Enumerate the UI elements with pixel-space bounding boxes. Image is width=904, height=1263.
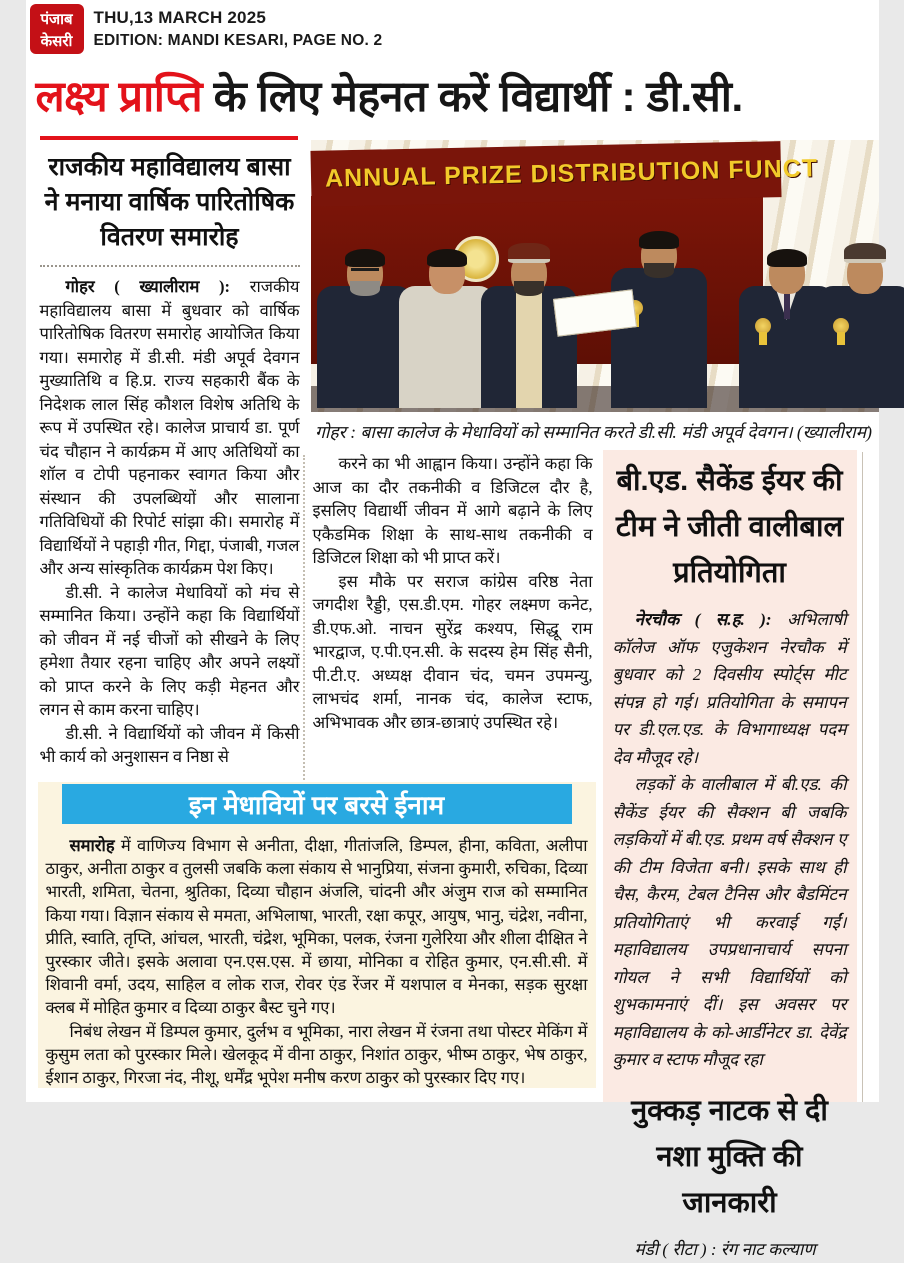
- headline-highlight: लक्ष्य प्राप्ति: [36, 73, 203, 121]
- person-head: [347, 252, 383, 294]
- volleyball-paragraph-2: लड़कों के वालीबाल में बी.एड. की सैकेंड ईयर की सैक्शन बी जबकि लड़कियों में बी.एड. प्रथम वर्ष सैक्शन ए की टीम विजेता बनी। इसके साथ ही चैस, कैरम, टेबल टैनिस और बैडमिंटन प्रतियोगिताएं भी करवाई गईं। महाविद्यालय उपप्रधानाचार्य सपना गोयल ने सभी विद्यार्थियों को शुभकामनाएं दीं। इस अवसर पर महाविद्यालय के को-आर्डीनेटर डा. देवेंद्र कुमार व स्टाफ मौजूद रहा: [613, 771, 847, 1074]
- person-hair: [639, 231, 679, 249]
- dateline: गोहर ( ख्यालीराम ):: [66, 277, 231, 296]
- prize-paragraph-text: में वाणिज्य विभाग से अनीता, दीक्षा, गीतांजलि, डिम्पल, हीना, कविता, अलीपा ठाकुर, अनीता ठाकुर व तुलसी जबकि कला संकाय से भानुप्रिया, संजना कुमारी, रुचिका, दिव्या भारती, शमिता, चेतना, श्रुतिका, दिव्या चौहान अंजलि, चांदनी और अंजुम राज को सम्मानित किया गया। विज्ञान संकाय से ममता, अभिलाषा, भारती, रक्षा कपूर, आयुष, भानु, चंद्रेश, नवीना, प्रीति, स्वाति, तृप्ति, आंचल, भारती, चंद्रेश, भूमिका, पलक, रंजना गुलेरिया और शीला दीक्षित ने पुरस्कार जीते। इसके अलावा एन.एस.एस. में छाया, मोनिका व रोहित कुमार, एन.सी.सी. में शिवानी वर्मा, उदय, साहिल व लोक राज, रोवर एंड रेंजर में यशपाल व मेनका, सड़क सुरक्षा क्लब में मोहित कुमार व दिव्या ठाकुर बैस्ट चुने गए।: [46, 836, 588, 1017]
- prize-banner: [62, 784, 572, 824]
- honor-scarf: [516, 286, 542, 408]
- date-line: THU,13 MARCH 2025: [94, 8, 383, 28]
- prize-distribution-photo: [311, 140, 879, 412]
- person-beard: [350, 281, 380, 296]
- logo-line-2: केसरी: [30, 31, 84, 53]
- page-right-rule: [862, 452, 863, 1102]
- lead-story-paragraph-2: डी.सी. ने कालेज मेधावियों को मंच से सम्मानित किया। उन्होंने कहा कि विद्यार्थियों को जीवन में नई चीजों को सीखने के लिए हमेशा तैयार रहना चाहिए और अपने लक्ष्यों को प्राप्त करने के लिए कड़ी मेहनत और लगन से काम करना चाहिए।: [40, 581, 300, 722]
- person-head: [641, 234, 677, 276]
- headline-rest: के लिए मेहनत करें विद्यार्थी : डी.सी.: [202, 73, 743, 121]
- subhead-divider: [40, 265, 300, 267]
- natak-headline: नुक्कड़ नाटक से दी नशा मुक्ति की जानकारी: [613, 1088, 847, 1226]
- person-beard: [644, 263, 674, 278]
- ribbon-badge: [833, 318, 849, 334]
- person-head: [429, 252, 465, 294]
- paragraph-text: अभिलाषी कॉलेज ऑफ एजुकेशन नेरचौक में बुधवार को 2 दिवसीय स्पोर्ट्स मीट संपन्न हो गई। प्रतियोगिता के समापन पर डी.एल.एड. के विभागाध्यक्ष पदम देव मौजूद रहे।: [613, 610, 847, 767]
- person-torso: [817, 286, 904, 408]
- volleyball-headline: बी.एड. सैकेंड ईयर की टीम ने जीती वालीबाल प्रतियोगिता: [613, 458, 847, 596]
- prize-paragraph-lead: समारोह: [70, 836, 115, 855]
- photo-person-6: [817, 252, 904, 408]
- prize-winners-body: [46, 834, 588, 1089]
- main-headline: [36, 68, 876, 126]
- person-hair: [767, 249, 807, 267]
- lead-story-paragraph-4: करने का भी आह्वान किया। उन्होंने कहा कि आज का दौर तकनीकी व डिजिटल दौर है, इसलिए विद्यार्थी जीवन में आगे बढ़ाने के लिए एकैडमिक शिक्षा के साथ-साथ तकनीकी व डिजिटल शिक्षा को भी प्राप्त करें।: [313, 452, 593, 570]
- person-glasses: [351, 268, 379, 271]
- person-hair: [345, 249, 385, 267]
- stage-banner: [310, 141, 781, 207]
- punjab-kesari-logo: [30, 4, 84, 54]
- person-hair: [427, 249, 467, 267]
- masthead-text: [94, 4, 383, 50]
- headline-rule: [40, 136, 298, 140]
- ribbon-badge: [755, 318, 771, 334]
- newspaper-page: [26, 0, 879, 1102]
- stage-banner-text: ANNUAL PRIZE DISTRIBUTION FUNCT: [310, 154, 818, 194]
- lead-story-paragraph-1: [40, 275, 300, 581]
- dateline: नेरचौक ( स.ह. ):: [635, 610, 772, 629]
- masthead: [30, 4, 383, 54]
- prize-banner-text: इन मेधावियों पर बरसे ईनाम: [189, 786, 444, 822]
- lead-story-column-2: [313, 452, 593, 734]
- paragraph-1-text: राजकीय महाविद्यालय बासा में बुधवार को वार्षिक पारितोषिक वितरण समारोह आयोजित किया गया। समारोह में डी.सी. मंडी अपूर्व देवगन मुख्यातिथि व हि.प्र. राज्य सहकारी बैंक के निदेशक लाल सिंह कौशल विशेष अतिथि के रूप में उपस्थित रहे। कालेज प्राचार्य डा. पूर्ण चंद चौहान ने कार्यक्रम में आए अतिथियों का शॉल व टोपी पहनाकर स्वागत किया और संस्थान की उपलब्धियों और सालाना गतिविधियों की रिपोर्ट सांझा की। समारोह में विद्यार्थियों ने पहाड़ी गीत, गिद्दा, पंजाबी, गजल और अन्य सांस्कृतिक कार्यक्रम पेश किए।: [40, 277, 300, 578]
- prize-paragraph-1: [46, 834, 588, 1020]
- logo-line-1: पंजाब: [30, 9, 84, 31]
- photo-caption: गोहर : बासा कालेज के मेधावियों को सम्मानित करते डी.सी. मंडी अपूर्व देवगन। (ख्यालीराम): [311, 420, 877, 444]
- lead-story-paragraph-5: इस मौके पर सराज कांग्रेस वरिष्ठ नेता जगदीश रैड्डी, एस.डी.एम. गोहर लक्ष्मण कनेट, डी.एफ.ओ. नाचन सुरेंद्र कश्यप, सिद्धू राम भारद्वाज, ए.पी.एन.सी. के सदस्य हेम सिंह सैनी, पी.टी.ए. अध्यक्ष दीवान चंद, चमन उपमन्यु, लाभचंद शर्मा, नानक चंद, कालेज स्टाफ, अभिभावक और छात्र-छात्राएं उपस्थित रहे।: [313, 570, 593, 735]
- prize-paragraph-2: निबंध लेखन में डिम्पल कुमार, दुर्लभ व भूमिका, नारा लेखन में रंजना तथा पोस्टर मेकिंग में कुसुम लता को पुरस्कार मिले। खेलकूद में वीना ठाकुर, निशांत ठाकुर, भीष्म ठाकुर, भेष ठाकुर, ईशान ठाकुर, गिरजा नंद, नीशू, धर्मेंद्र भूपेश मनीष करण ठाकुर को पुरस्कार दिए गए।: [46, 1020, 588, 1090]
- edition-line: EDITION: MANDI KESARI, PAGE NO. 2: [94, 32, 383, 50]
- right-stories-box: [603, 450, 857, 1102]
- himachali-cap: [844, 243, 886, 263]
- person-head: [769, 252, 805, 294]
- volleyball-paragraph-1: [613, 606, 847, 771]
- prize-winners-box: [38, 782, 596, 1088]
- person-head: [511, 252, 547, 294]
- lead-story-subheadline: राजकीय महाविद्यालय बासा ने मनाया वार्षिक पारितोषिक वितरण समारोह: [40, 150, 300, 255]
- person-head: [847, 252, 883, 294]
- lead-story-paragraph-3: डी.सी. ने विद्यार्थियों को जीवन में किसी भी कार्य को अनुशासन व निष्ठा से: [40, 722, 300, 769]
- himachali-cap: [508, 243, 550, 263]
- lead-story-column-1: [40, 146, 300, 769]
- natak-paragraph-partial: मंडी ( रीटा ) : रंग नाट कल्याण: [613, 1236, 847, 1263]
- column-divider: [303, 455, 305, 780]
- person-torso: [611, 268, 707, 408]
- person-beard: [514, 281, 544, 296]
